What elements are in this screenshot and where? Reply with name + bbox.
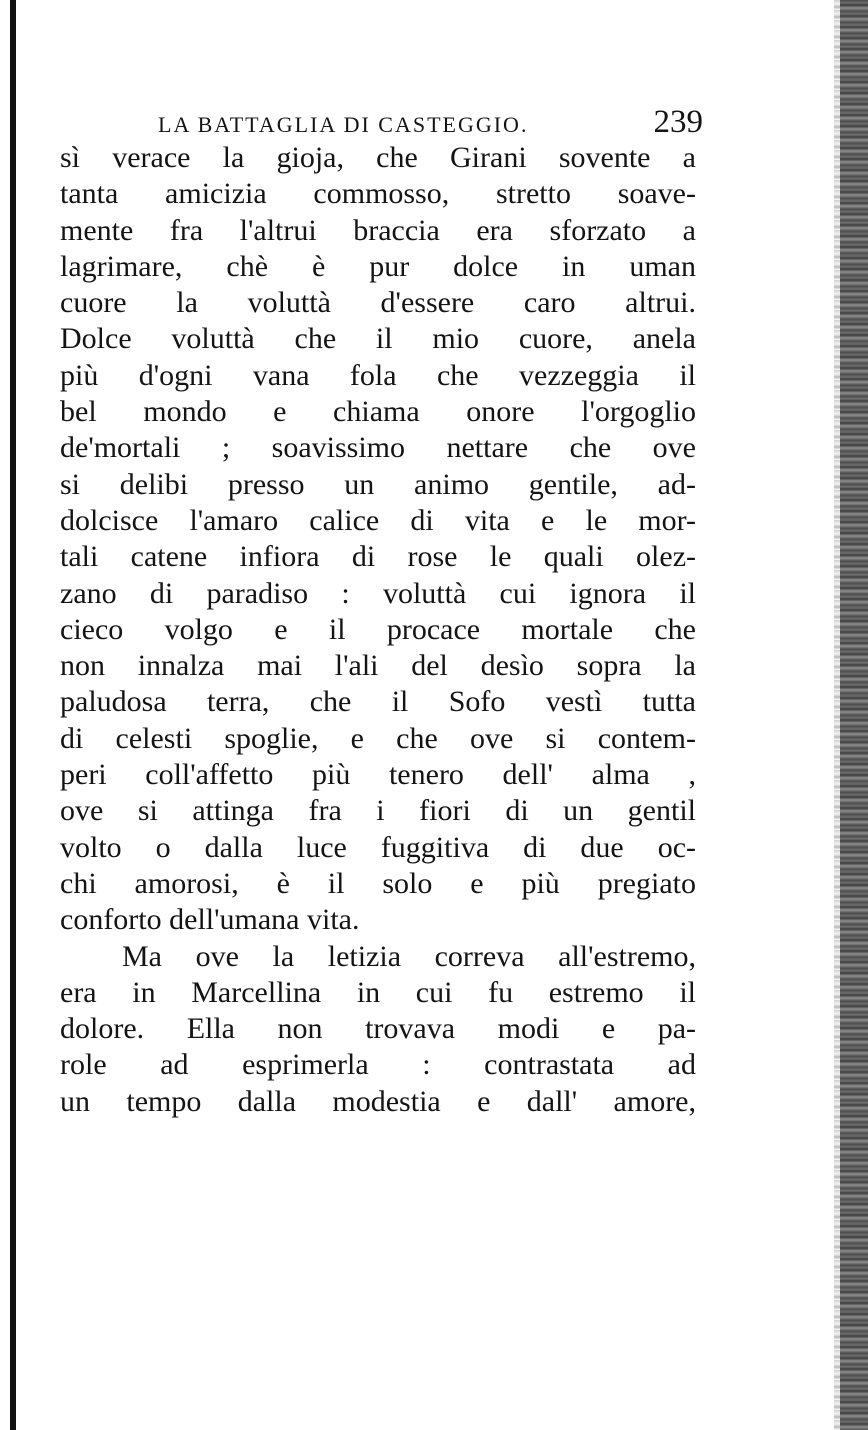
text-line: più d'ogni vana fola che vezzeggia il bbox=[60, 358, 696, 392]
text-line: era in Marcellina in cui fu estremo il bbox=[60, 975, 696, 1009]
text-line: un tempo dalla modestia e dall' amore, bbox=[60, 1084, 696, 1118]
text-line: non innalza mai l'ali del desìo sopra la bbox=[60, 649, 696, 683]
text-line: lagrimare, chè è pur dolce in uman bbox=[60, 249, 696, 283]
book-gutter-edge bbox=[840, 0, 868, 1430]
text-line: zano di paradiso : voluttà cui ignora il bbox=[60, 576, 696, 610]
text-line: dolcisce l'amaro calice di vita e le mor- bbox=[60, 503, 696, 537]
paragraph-start-line: Ma ove la letizia correva all'estremo, bbox=[122, 939, 696, 973]
text-line: chi amorosi, è il solo e più pregiato bbox=[60, 866, 696, 900]
running-title: LA BATTAGLIA DI CASTEGGIO. bbox=[158, 112, 529, 137]
text-line: bel mondo e chiama onore l'orgoglio bbox=[60, 395, 696, 429]
text-line: sì verace la gioja, che Girani sovente a bbox=[60, 141, 696, 174]
text-line: de'mortali ; soavissimo nettare che ove bbox=[60, 431, 696, 465]
text-line: si delibi presso un animo gentile, ad- bbox=[60, 467, 696, 501]
text-line: role ad esprimerla : contrastata ad bbox=[60, 1048, 696, 1082]
text-line: volto o dalla luce fuggitiva di due oc- bbox=[60, 830, 696, 864]
body-text bbox=[60, 140, 696, 1120]
text-line: mente fra l'altrui braccia era sforzato a bbox=[60, 213, 696, 247]
text-line: dolore. Ella non trovava modi e pa- bbox=[60, 1012, 696, 1046]
text-line: cuore la voluttà d'essere caro altrui. bbox=[60, 286, 696, 320]
text-line: cieco volgo e il procace mortale che bbox=[60, 612, 696, 646]
page-header bbox=[158, 104, 703, 142]
text-line: tali catene infiora di rose le quali olez- bbox=[60, 540, 696, 574]
text-line: Dolce voluttà che il mio cuore, anela bbox=[60, 322, 696, 356]
page-number: 239 bbox=[653, 104, 703, 140]
page-left-shadow bbox=[10, 0, 16, 1430]
paragraph-end-line: conforto dell'umana vita. bbox=[60, 903, 360, 937]
text-line: di celesti spoglie, e che ove si contem- bbox=[60, 721, 696, 755]
text-line: tanta amicizia commosso, stretto soave- bbox=[60, 177, 696, 211]
text-line: ove si attinga fra i fiori di un gentil bbox=[60, 794, 696, 828]
text-line: peri coll'affetto più tenero dell' alma , bbox=[60, 758, 696, 792]
text-line: paludosa terra, che il Sofo vestì tutta bbox=[60, 685, 696, 719]
